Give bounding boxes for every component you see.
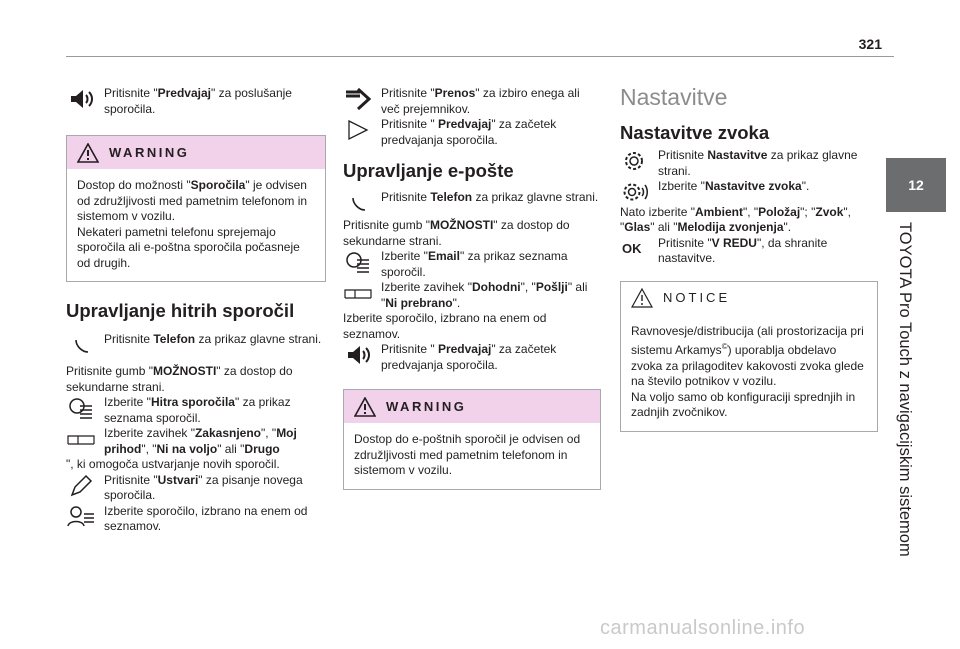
warning-body: Dostop do e-poštnih sporočil je odvisen od združljivosti med pametnim telefonom in sistemom v vozilu. xyxy=(354,432,581,477)
warning-icon xyxy=(77,143,99,163)
phone-icon xyxy=(66,332,96,358)
options-text: Pritisnite gumb "MOŽNOSTI" za dostop do sekundarne strani. xyxy=(66,364,293,394)
notice-body: Ravnovesje/distribucija (ali prostorizacija pri sistemu Arkamys©) uporablja obdelavo zvoka za prilagoditev kakovosti zvoka glede na število potnikov v vozilu. Na voljo samo ob konfiguraciji sprednjih in zadnjih zvočnikov. xyxy=(631,323,864,419)
chapter-number: 12 xyxy=(908,177,924,193)
tabs-icon xyxy=(343,280,373,306)
warning-box xyxy=(66,135,326,282)
warning-icon xyxy=(354,397,376,417)
chapter-title: TOYOTA Pro Touch z navigacijskim sistemom xyxy=(896,222,914,557)
then-select-text: Nato izberite "Ambient", "Položaj"; "Zvok", "Glas" ali "Melodija zvonjenja". xyxy=(620,204,851,234)
chapter-tab xyxy=(886,158,946,212)
email-options-text: Pritisnite gumb "MOŽNOSTI" za dostop do sekundarne strani. xyxy=(343,218,570,248)
email-heading: Upravljanje e-pošte xyxy=(343,160,514,181)
settings-title: Nastavitve xyxy=(620,84,728,110)
warning-body: Dostop do možnosti "Sporočila" je odvisen od združljivosti med pametnim telefonom in sistemom v vozilu. Nekateri pametni telefonu sprejemajo sporočila ali e-poštna sporočila počasneje od drugih. xyxy=(77,178,308,270)
notice-box xyxy=(620,281,878,432)
settings-instruction: Pritisnite Nastavitve za prikaz glavne strani. xyxy=(620,148,878,179)
play-icon xyxy=(343,117,373,143)
tabs-icon xyxy=(66,426,96,452)
email-phone-instruction: Pritisnite Telefon za prikaz glavne strani. xyxy=(343,190,601,216)
tabs-instruction: Izberite zavihek "Zakasnjeno", "Moj prihod", "Ni na voljo" ali "Drugo xyxy=(66,426,326,457)
page-number: 321 xyxy=(858,36,882,52)
email-list-icon xyxy=(343,249,373,275)
tabs-continuation: ", ki omogoča ustvarjanje novih sporočil. xyxy=(66,457,280,471)
watermark: carmanualsonline.info xyxy=(600,617,806,639)
email-list-instruction: Izberite "Email" za prikaz seznama sporočil. xyxy=(343,249,601,280)
pencil-icon xyxy=(66,473,96,499)
quick-messages-heading: Upravljanje hitrih sporočil xyxy=(66,300,295,321)
header-rule xyxy=(66,56,894,57)
column-2 xyxy=(343,86,601,490)
speaker-icon xyxy=(343,342,373,368)
column-3 xyxy=(620,84,878,432)
select-instruction: Izberite sporočilo, izbrano na enem od seznamov. xyxy=(66,504,326,535)
create-instruction: Pritisnite "Ustvari" za pisanje novega sporočila. xyxy=(66,473,326,504)
forward-instruction: Pritisnite "Prenos" za izbiro enega ali več prejemnikov. xyxy=(343,86,601,117)
warning-header: WARNING xyxy=(344,390,600,423)
play-instruction: Pritisnite "Predvajaj" za poslušanje sporočila. xyxy=(66,86,326,117)
ok-icon: OK xyxy=(622,240,642,256)
quick-messages-instruction: Izberite "Hitra sporočila" za prikaz seznama sporočil. xyxy=(66,395,326,426)
notice-header: NOTICE xyxy=(621,282,877,315)
email-tabs-instruction: Izberite zavihek "Dohodni", "Pošlji" ali "Ni prebrano". xyxy=(343,280,601,311)
ok-instruction: OK Pritisnite "V REDU", da shranite nastavitve. xyxy=(622,235,828,265)
email-select-text: Izberite sporočilo, izbrano na enem od seznamov. xyxy=(343,311,547,341)
sound-settings-instruction: Izberite "Nastavitve zvoka". xyxy=(620,179,878,195)
email-warning-box xyxy=(343,389,601,490)
phone-instruction: Pritisnite Telefon za prikaz glavne strani. xyxy=(66,332,326,358)
contact-list-icon xyxy=(66,504,96,530)
speaker-icon xyxy=(66,86,96,112)
start-play-instruction: Pritisnite " Predvajaj" za začetek predvajanja sporočila. xyxy=(343,117,601,148)
warning-header: WARNING xyxy=(67,136,325,169)
gear-icon xyxy=(620,148,650,174)
notice-icon xyxy=(631,288,653,308)
sound-settings-heading: Nastavitve zvoka xyxy=(620,122,770,143)
forward-icon xyxy=(343,86,373,112)
phone-icon xyxy=(343,190,373,216)
email-play-instruction: Pritisnite " Predvajaj" za začetek predvajanja sporočila. xyxy=(343,342,601,373)
column-1 xyxy=(66,86,326,535)
gear-sound-icon xyxy=(620,179,650,205)
chat-list-icon xyxy=(66,395,96,421)
